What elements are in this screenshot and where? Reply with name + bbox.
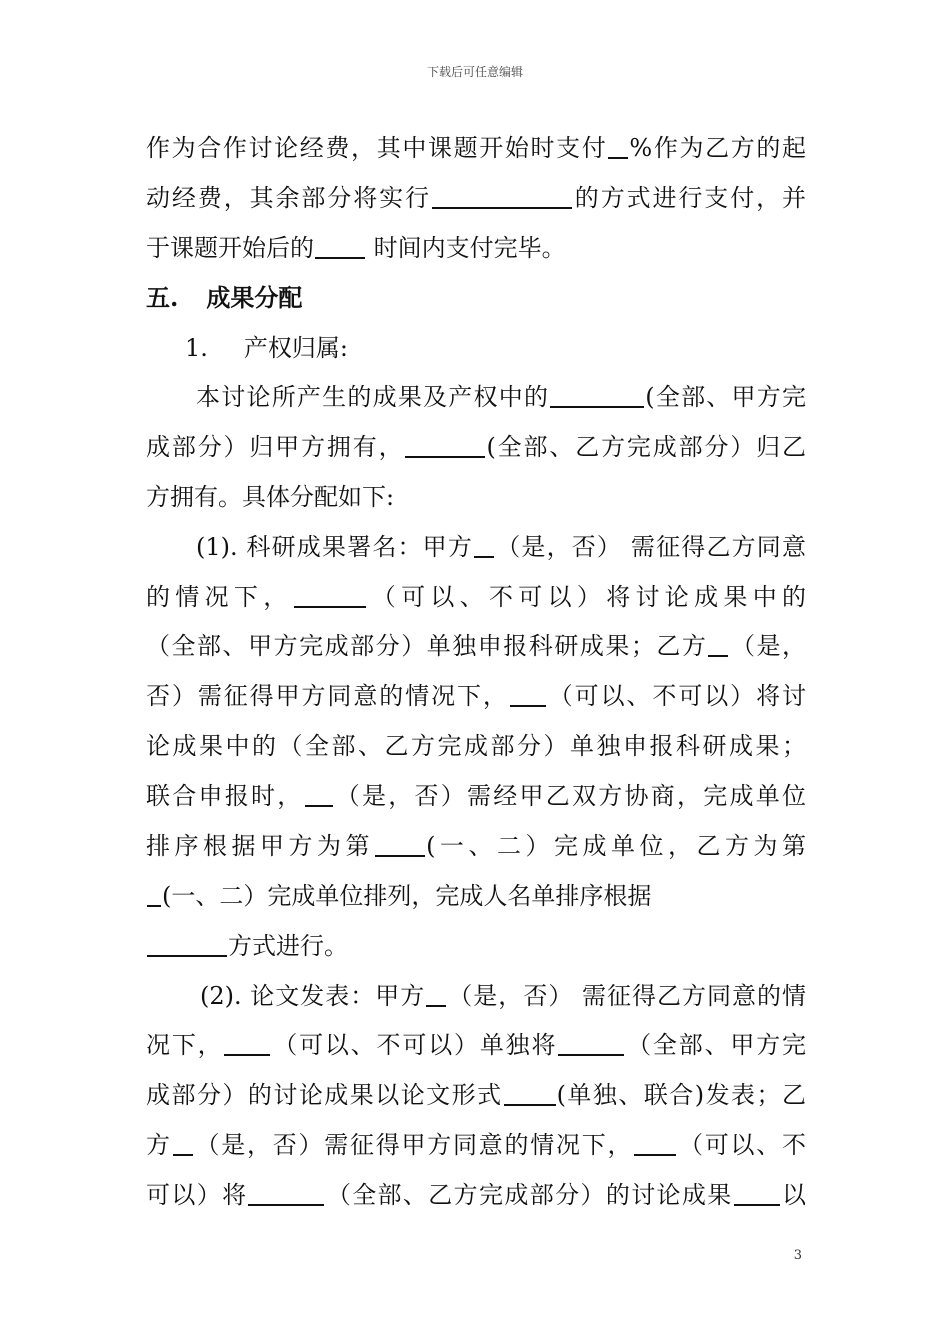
text: 否）需征得甲方同意的情况下， [146, 682, 509, 710]
blank-field [305, 779, 333, 807]
para4-line5 [146, 1178, 806, 1212]
text: (2). 论文发表：甲方 [200, 982, 426, 1010]
text: 况下， [146, 1031, 224, 1059]
text: （可以、不可以）将讨论成果中的 [366, 583, 806, 611]
text: （是，否）需征得甲方同意的情况下， [193, 1131, 634, 1159]
para3-line1 [196, 530, 806, 564]
text: 成部分）的讨论成果以论文形式 [146, 1081, 503, 1109]
text: 于课题开始后的 [146, 234, 314, 262]
text: （可以、不可以）将讨 [546, 682, 807, 710]
section-heading [146, 281, 806, 315]
section-title: 成果分配 [206, 283, 303, 312]
blank-field [634, 1128, 676, 1156]
text: （是，否）需经甲乙双方协商，完成单位 [333, 782, 806, 810]
para1-line2 [146, 181, 806, 215]
text: 的方式进行支付，并 [572, 184, 807, 212]
para3-line7 [146, 829, 806, 863]
blank-field [474, 530, 494, 558]
para4-line4 [146, 1128, 806, 1162]
blank-field [426, 979, 446, 1007]
para2-line1 [196, 380, 806, 414]
section-number: 五. [146, 283, 179, 312]
blank-field [294, 580, 366, 608]
para4-line2 [146, 1028, 806, 1062]
text: %作为乙方的起 [629, 134, 806, 162]
blank-field [375, 829, 425, 857]
text: 方式进行。 [228, 932, 348, 960]
text: (1). 科研成果署名：甲方 [196, 533, 474, 561]
blank-field [405, 430, 485, 458]
blank-field [550, 380, 644, 408]
text: (一、二）完成单位，乙方为第 [426, 832, 807, 860]
para1-line3 [146, 231, 806, 265]
blank-field [558, 1028, 624, 1056]
blank-field [224, 1028, 270, 1056]
item-heading [185, 331, 845, 365]
para3-line4 [146, 679, 806, 713]
text: 时间内支付完毕。 [366, 234, 566, 262]
item-title: 产权归属: [243, 334, 348, 362]
text: （可以、不 [677, 1131, 806, 1159]
page-header: 下载后可任意编辑 [426, 65, 523, 79]
text: （是， [729, 632, 807, 660]
text: (全部、甲方完 [645, 383, 807, 411]
para1-line1 [146, 131, 806, 165]
blank-field [510, 679, 546, 707]
text: 可以）将 [146, 1181, 248, 1209]
blank-field [248, 1178, 324, 1206]
blank-field [173, 1128, 193, 1156]
text: （是，否） 需征得乙方同意的情 [447, 982, 806, 1010]
para2-line2 [146, 430, 806, 464]
blank-field [147, 929, 227, 957]
blank-field [734, 1178, 780, 1206]
blank-field [315, 231, 365, 259]
para3-line8 [146, 879, 806, 913]
para3-line6 [146, 779, 806, 813]
blank-field [708, 629, 728, 657]
text: （是，否） 需征得乙方同意 [495, 533, 806, 561]
para4-line1 [200, 979, 806, 1013]
text: 排序根据甲方为第 [146, 832, 375, 860]
text: (单独、联合)发表；乙 [556, 1081, 806, 1109]
text: (全部、乙方完成部分）归乙 [486, 433, 806, 461]
para4-line3 [146, 1078, 806, 1112]
text: 本讨论所产生的成果及产权中的 [196, 383, 550, 411]
blank-field [432, 181, 572, 209]
para3-line5: 论成果中的（全部、乙方完成部分）单独申报科研成果； [146, 732, 806, 760]
para3-line9 [146, 929, 806, 963]
text: 方 [146, 1131, 172, 1159]
para3-line2 [146, 580, 806, 614]
page-number: 3 [793, 1248, 802, 1263]
text: 的情况下， [146, 583, 293, 611]
blank-field [147, 879, 161, 907]
text: 作为合作讨论经费，其中课题开始时支付 [146, 134, 608, 162]
text: （可以、不可以）单独将 [271, 1031, 558, 1059]
item-number: 1. [185, 334, 208, 362]
text: 成部分）归甲方拥有， [146, 433, 405, 461]
blank-field [504, 1078, 556, 1106]
text: （全部、乙方完成部分）的讨论成果 [325, 1181, 733, 1209]
text: （全部、甲方完成部分）单独申报科研成果；乙方 [146, 632, 708, 660]
text: 动经费，其余部分将实行 [146, 184, 431, 212]
text: 以 [780, 1181, 807, 1209]
text: （全部、甲方完 [625, 1031, 807, 1059]
text: 联合申报时， [146, 782, 304, 810]
para2-line3: 方拥有。具体分配如下: [146, 483, 395, 511]
para3-line3 [146, 629, 806, 663]
text: (一、二）完成单位排列，完成人名单排序根据 [162, 882, 652, 910]
blank-field [608, 131, 628, 159]
